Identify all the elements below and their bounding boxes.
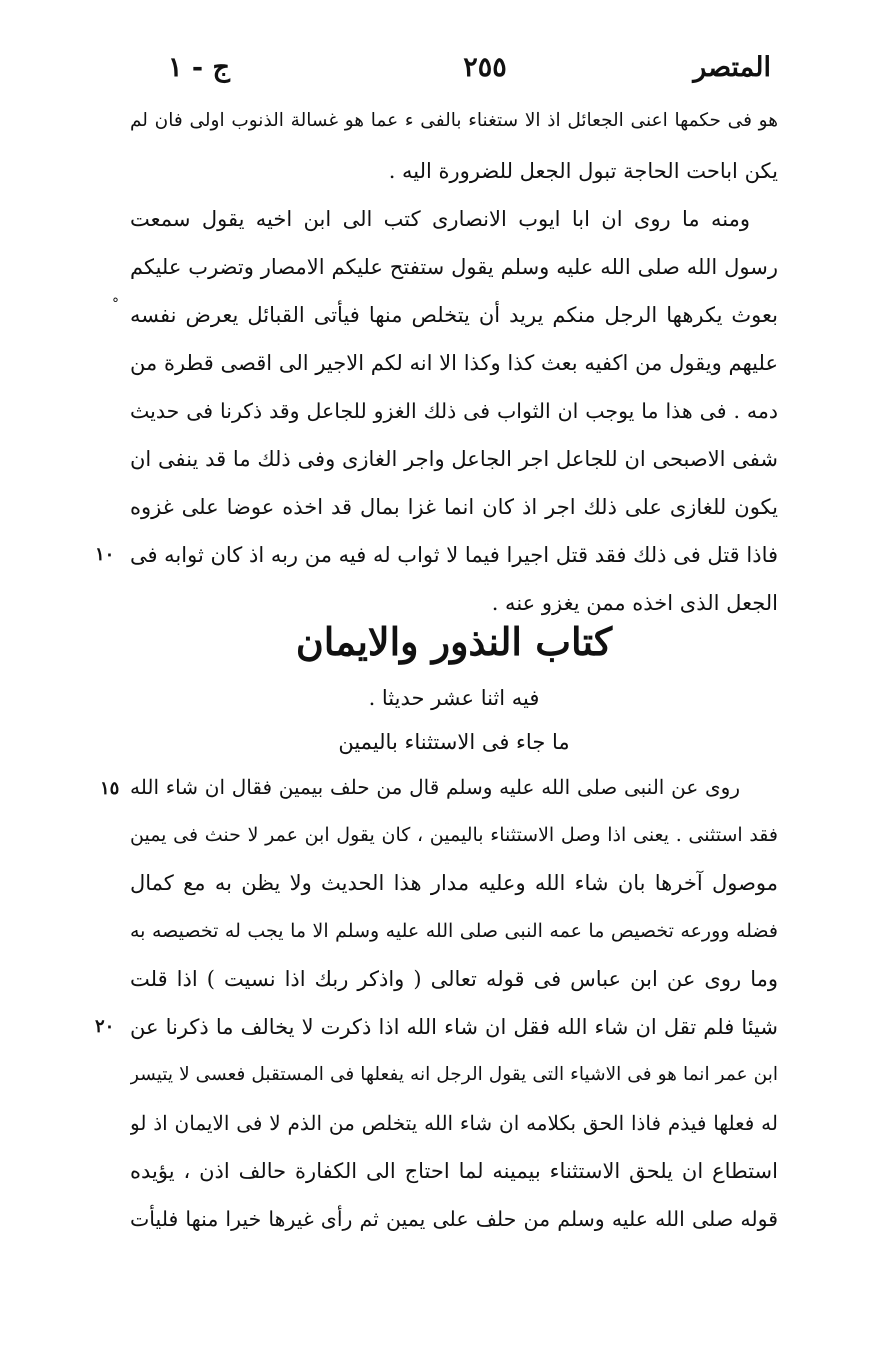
text-line: موصول آخرها بان شاء الله وعليه مدار هذا الحديث ولا يظن به مع كمال <box>130 871 778 895</box>
text-line: عليهم ويقول من اكفيه بعث كذا وكذا الا انه لكم الاجير الى اقصى قطرة من <box>130 351 778 375</box>
text-line: بعوث يكرهها الرجل منكم يريد أن يتخلص منها فيأتى القبائل يعرض نفسه <box>130 303 778 327</box>
margin-line-number: ١٠ <box>95 544 115 565</box>
text-line: شيئا فلم تقل ان شاء الله فقل ان شاء الله اذا ذكرت لا يخالف ما ذكرنا عن <box>130 1015 778 1039</box>
text-line: استطاع ان يلحق الاستثناء بيمينه لما احتاج الى الكفارة حالف اذن ، يؤيده <box>130 1159 778 1183</box>
text-line: فقد استثنى . يعنى اذا وصل الاستثناء باليمين ، كان يقول ابن عمر لا حنث فى يمين <box>130 824 778 846</box>
text-line: قوله صلى الله عليه وسلم من حلف على يمين ثم رأى غيرها خيرا منها فليأت <box>130 1207 778 1231</box>
text-line: يكن اباحت الحاجة تبول الجعل للضرورة اليه . <box>388 159 778 183</box>
margin-line-number: ١٥ <box>100 778 120 799</box>
text-line: هو فى حكمها اعنى الجعائل اذ الا ستغناء بالفى ء عما هو غسالة الذنوب اولى فان لم <box>130 110 778 131</box>
text-line: يكون للغازى على ذلك اجر اذ كان انما غزا بمال قد اخذه عوضا على غزوه <box>130 495 778 519</box>
running-title: المتصر <box>693 52 771 83</box>
text-line: فضله وورعه تخصيص ما عمه النبى صلى الله عليه وسلم الا ما يجب له تخصيصه به <box>130 920 778 942</box>
text-line: ومنه ما روى ان ابا ايوب الانصارى كتب الى ابن اخيه يقول سمعت <box>130 207 750 231</box>
text-line: رسول الله صلى الله عليه وسلم يقول ستفتح عليكم الامصار وتضرب عليكم <box>130 255 778 279</box>
section-subtitle: فيه اثنا عشر حديثا . <box>368 686 540 710</box>
page-number: ٢٥٥ <box>463 52 507 83</box>
text-line: فاذا قتل فى ذلك فقد قتل اجيرا فيما لا ثواب له فيه من ربه اذ كان ثوابه فى <box>130 543 778 567</box>
text-line: شفى الاصبحى ان للجاعل اجر الجاعل واجر الغازى وفى ذلك ما قد ينفى ان <box>130 447 778 471</box>
text-line: روى عن النبى صلى الله عليه وسلم قال من حلف بيمين فقال ان شاء الله <box>130 775 740 799</box>
margin-dot: ° <box>112 296 119 312</box>
text-line: وما روى عن ابن عباس فى قوله تعالى ( واذكر ربك اذا نسيت ) اذا قلت <box>130 967 778 991</box>
text-line: له فعلها فيذم فاذا الحق بكلامه ان شاء الله يتخلص من الذم لا فى الايمان اذ لو <box>130 1111 778 1135</box>
text-line: الجعل الذى اخذه ممن يغزو عنه . <box>491 591 778 615</box>
section-title: كتاب النذور والايمان <box>295 619 613 664</box>
section-heading: ما جاء فى الاستثناء باليمين <box>338 730 570 754</box>
text-line: دمه . فى هذا ما يوجب ان الثواب فى ذلك الغزو للجاعل وقد ذكرنا فى حديث <box>130 399 778 423</box>
text-line: ابن عمر انما هو فى الاشياء التى يقول الرجل انه يفعلها فى المستقبل فعسى لا يتيسر <box>130 1064 778 1085</box>
margin-line-number: ٢٠ <box>95 1016 115 1037</box>
volume-label: ج - ١ <box>168 52 230 83</box>
